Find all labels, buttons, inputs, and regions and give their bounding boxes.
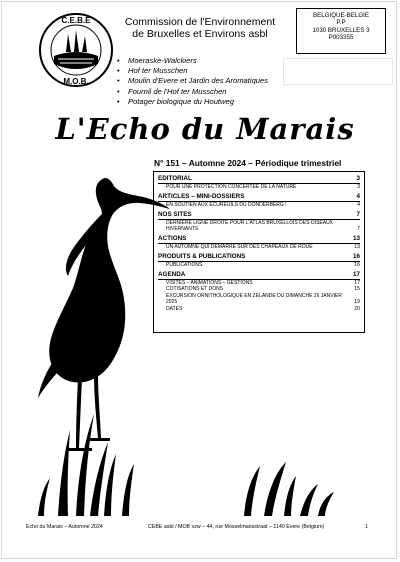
postal-line: P.P [336,19,346,27]
logo-bottom-text: M.O.B. [63,77,89,86]
toc-entry-page: 20 [354,305,360,312]
site-item: • Hof ter Musschen [117,66,268,76]
postal-line: P003355 [328,34,354,42]
cebe-logo [38,12,114,88]
toc-section [158,253,360,268]
toc-section-title: NOS SITES [158,211,192,218]
toc-section [158,235,360,250]
organization-name [120,16,280,40]
toc-entry-text: UN AUTOMNE QUI DÉMARRE SUR DES CHAPEAUX DE ROUE [166,244,313,250]
toc-entry-text: EN SOUTIEN AUX ÉCUREUILS DU DONDERBERG ! [166,201,287,208]
toc-section-header[interactable] [158,193,360,202]
toc-entry-text: EXCURSION ORNITHOLOGIQUE EN ZÉLANDE DU DIMANCHE 26 JANVIER 2025 [166,292,342,306]
toc-section [158,175,360,190]
toc-entry-page: 15 [354,286,360,293]
toc-section [158,271,360,312]
toc-entry-text: COTISATIONS ET DONS [166,286,224,293]
toc-entry-text: DERNIÈRE LIGNE DROITE POUR L'ATLAS BRUXELLOIS DES OISEAUX HIVERNANTS [166,219,334,232]
toc-section-header[interactable] [158,271,360,280]
table-of-contents [153,171,365,333]
sites-list [117,56,268,107]
toc-entry-page: 17 [354,280,360,286]
organization-line-2: de Bruxelles et Environs asbl [132,28,268,40]
toc-section-header[interactable] [158,253,360,262]
toc-entry-text: VISITES – ANIMATIONS – GESTIONS [166,280,253,286]
toc-section [158,211,360,232]
toc-section-header[interactable] [158,211,360,220]
toc-entry-text: DATES [166,305,183,312]
toc-entry-page: 13 [354,244,360,250]
organization-line-1: Commission de l'Environnement [124,16,276,28]
toc-section-header[interactable] [158,175,360,184]
toc-entry-page: 7 [357,226,360,232]
toc-entry[interactable] [158,306,360,312]
footer-page-number: 1 [365,524,368,530]
toc-entry-page: 19 [354,299,360,306]
toc-section-page: 3 [356,175,360,182]
toc-entry-page: 16 [354,262,360,268]
toc-entry[interactable] [158,184,360,190]
footer-issue: Echo du Marais – Automne 2024 [26,524,103,530]
toc-entry-text: POUR UNE PROTECTION CONCERTÉE DE LA NATURE [166,183,297,190]
toc-entry[interactable] [158,293,360,306]
toc-section-page: 4 [356,193,360,200]
toc-entry[interactable] [158,220,360,233]
toc-section-page: 17 [352,271,360,279]
toc-section-title: AGENDA [158,271,186,279]
postal-line: 1030 BRUXELLES 3 [312,26,370,34]
site-item: • Fournil de l'Hof ter Musschen [117,87,268,97]
toc-section-page: 7 [356,211,360,218]
toc-section-header[interactable] [158,235,360,244]
postal-line: BELGIQUE-BELGIE [312,12,370,19]
toc-entry-page: 4 [357,201,360,208]
toc-section-title: EDITORIAL [158,175,192,182]
logo-top-text: C.E.B.E [61,16,91,25]
toc-entry-page: 3 [357,183,360,190]
toc-section-title: ARTICLES – MINI-DOSSIERS [158,193,245,200]
toc-section-title: ACTIONS [158,235,187,243]
site-item: • Moeraske-Walckiers [117,56,268,66]
toc-entry[interactable] [158,202,360,208]
toc-section [158,193,360,208]
toc-section-title: PRODUITS & PUBLICATIONS [158,253,246,261]
toc-section-page: 13 [352,235,360,243]
footer-address: CEBE asbl / MOB vzw – 44, rue Mosselmansstraat – 1140 Evere (Belgium) [148,524,325,530]
site-item: • Potager biologique du Houtweg [117,97,268,107]
page-footer [0,524,400,534]
postal-box [296,8,386,54]
toc-section-page: 16 [352,253,360,261]
issue-line: N° 151 – Automne 2024 – Périodique trimestriel [154,158,342,168]
site-item: • Moulin d'Evere et Jardin des Aromatiques [117,76,268,86]
masthead-title: L'Echo du Marais [55,112,355,146]
toc-entry[interactable] [158,262,360,268]
toc-entry-text: PUBLICATIONS [166,262,203,268]
address-label-area [283,58,393,85]
toc-entry[interactable] [158,244,360,250]
